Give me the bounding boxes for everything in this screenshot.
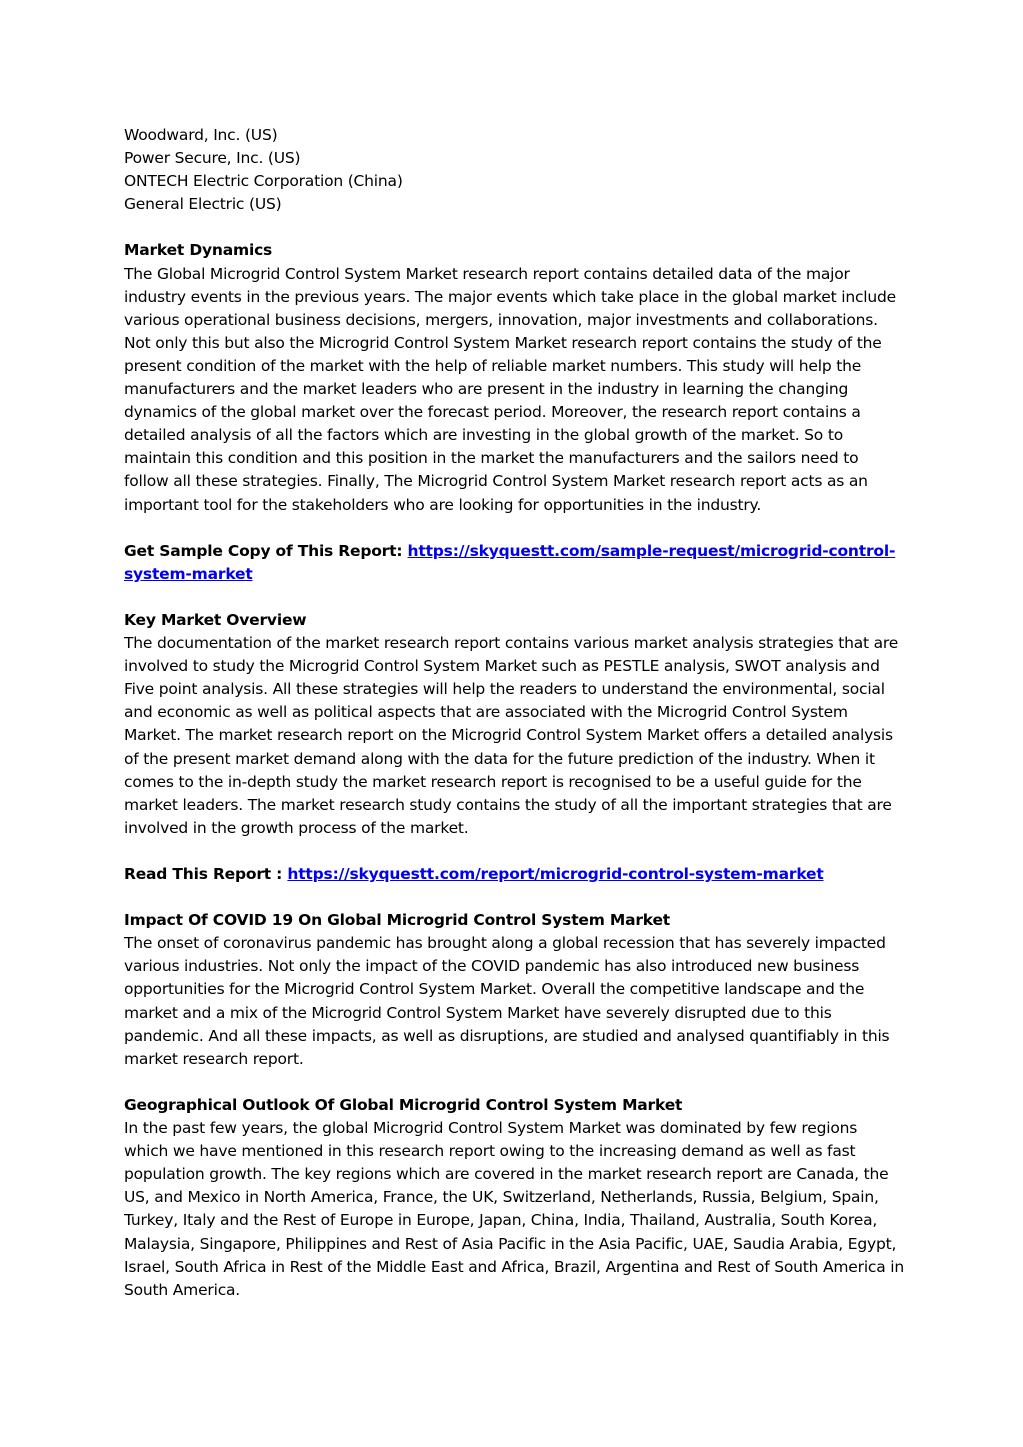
section-body: The documentation of the market research report contains various market analysis strategies that are involved to study the Microgrid Control System Market such as PESTLE analysis, SWOT analysis and Five point analysis. All these strategies will help the readers to understand the environmental, social and economic as well as political aspects that are associated with the Microgrid Control System Market. The market research report on the Microgrid Control System Market offers a detailed analysis of the present market demand along with the data for the future prediction of the industry. When it comes to the in-depth study the market research report is recognised to be a useful guide for the market leaders. The market research study contains the study of all the important strategies that are involved in the growth process of the market. xyxy=(124,634,899,837)
company-item: Power Secure, Inc. (US) xyxy=(124,149,301,168)
section-heading: Geographical Outlook Of Global Microgrid Control System Market xyxy=(124,1095,683,1114)
read-report-label: Read This Report : xyxy=(124,865,288,883)
read-report-section xyxy=(124,863,904,886)
company-list xyxy=(124,124,904,216)
section-body: The onset of coronavirus pandemic has brought along a global recession that has severely impacted various industries. Not only the impact of the COVID pandemic has also introduced new business opportunities for the Microgrid Control System Market. Overall the competitive landscape and the market and a mix of the Microgrid Control System Market have severely disrupted due to this pandemic. And all these impacts, as well as disruptions, are studied and analysed quantifiably in this market research report. xyxy=(124,934,890,1068)
document-page xyxy=(124,124,904,1302)
read-report-link[interactable]: https://skyquestt.com/report/microgrid-control-system-market xyxy=(287,865,824,883)
section-heading: Impact Of COVID 19 On Global Microgrid Control System Market xyxy=(124,911,671,930)
company-item: Woodward, Inc. (US) xyxy=(124,126,278,144)
section-body: The Global Microgrid Control System Market research report contains detailed data of the major industry events in the previous years. The major events which take place in the global market include various operational business decisions, mergers, innovation, major investments and collaborations. Not only this but also the Microgrid Control System Market research report contains the study of the present condition of the market with the help of reliable market numbers. This study will help the manufacturers and the market leaders who are present in the industry in learning the changing dynamics of the global market over the forecast period. Moreover, the research report contains a detailed analysis of all the factors which are investing in the global growth of the market. So to maintain this condition and this position in the market the manufacturers and the sailors need to follow all these strategies. Finally, The Microgrid Control System Market research report acts as an important tool for the stakeholders who are looking for opportunities in the industry. xyxy=(124,264,896,514)
covid-impact-section xyxy=(124,909,904,1071)
section-heading: Key Market Overview xyxy=(124,610,307,629)
sample-copy-link[interactable]: https://skyquestt.com/sample-request/microgrid-control- system-market xyxy=(124,541,896,583)
section-body: In the past few years, the global Microgrid Control System Market was dominated by few regions which we have mentioned in this research report owing to the increasing demand as well as fast population growth. The key regions which are covered in the market research report are Canada, the US, and Mexico in North America, France, the UK, Switzerland, Netherlands, Russia, Belgium, Spain, Turkey, Italy and the Rest of Europe in Europe, Japan, China, India, Thailand, Australia, South Korea, Malaysia, Singapore, Philippines and Rest of Asia Pacific in the Asia Pacific, UAE, Saudia Arabia, Egypt, Israel, South Africa in Rest of the Middle East and Africa, Brazil, Argentina and Rest of South America in South America. xyxy=(124,1119,905,1299)
geographical-outlook-section xyxy=(124,1094,904,1302)
key-market-overview-section xyxy=(124,609,904,840)
sample-copy-section xyxy=(124,540,904,586)
section-heading: Market Dynamics xyxy=(124,241,273,260)
sample-copy-label: Get Sample Copy of This Report: xyxy=(124,541,408,560)
company-item: ONTECH Electric Corporation (China) xyxy=(124,172,403,191)
company-item: General Electric (US) xyxy=(124,195,282,214)
market-dynamics-section xyxy=(124,239,904,516)
